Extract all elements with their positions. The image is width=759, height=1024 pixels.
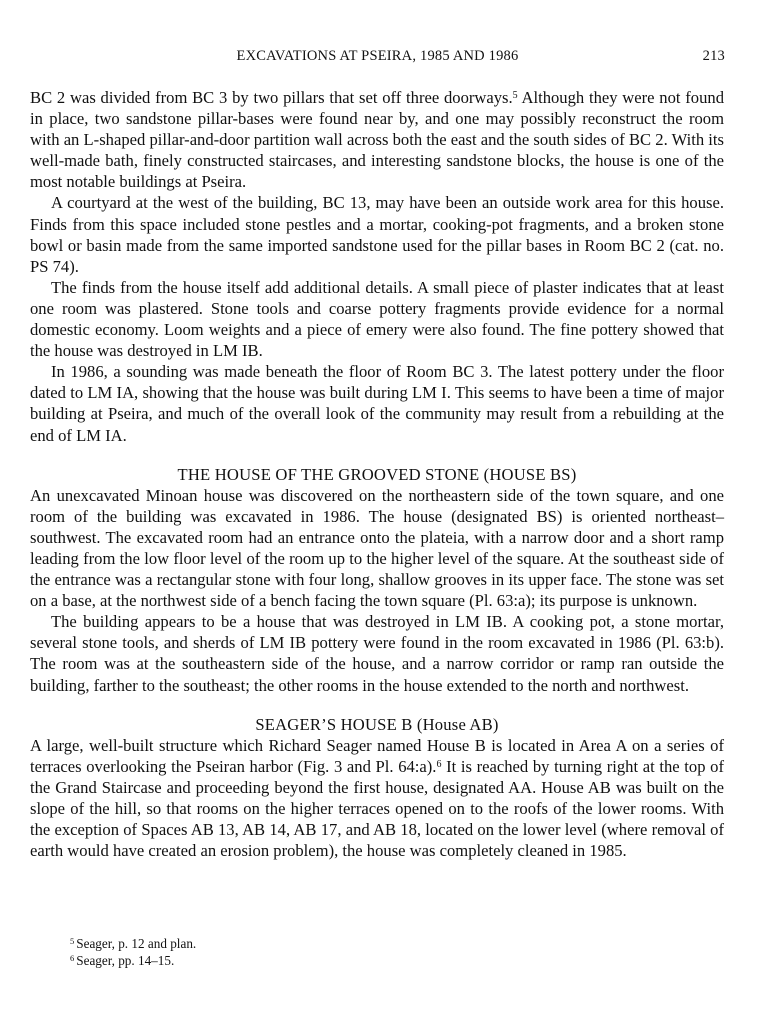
section-heading-house-bs: THE HOUSE OF THE GROOVED STONE (HOUSE BS): [177, 464, 577, 484]
paragraph-finds: The finds from the house itself add additional details. A small piece of plaster indicates that at least one room was plastered. Stone tools and coarse pottery fragments provide evidence for a normal domestic economy. Loom weights and a piece of emery were also found. The fine pottery showed that the house was destroyed in LM IB.: [30, 277, 724, 361]
paragraph-house-bs-intro: An unexcavated Minoan house was discovered on the northeastern side of the town square, and one room of the building was excavated in 1986. The house (designated BS) is oriented northeast–southwest. The excavated room had an entrance onto the plateia, with a narrow door and a short ramp leading from the low floor level of the room up to the higher level of the square. At the southeast side of the entrance was a rectangular stone with four long, shallow grooves in its upper face. The stone was set on a base, at the northwest side of a bench facing the town square (Pl. 63:a); its purpose is unknown.: [30, 485, 724, 611]
paragraph-house-bs-destruction: The building appears to be a house that was destroyed in LM IB. A cooking pot, a stone mortar, several stone tools, and sherds of LM IB pottery were found in the room excavated in 1986 (Pl. 63:b). The room was at the southeastern side of the house, and a narrow corridor or ramp ran outside the building, farther to the southeast; the other rooms in the house extended to the north and northwest.: [30, 612, 724, 695]
paragraph-sounding: In 1986, a sounding was made beneath the floor of Room BC 3. The latest pottery under the floor dated to LM IA, showing that the house was built during LM I. This seems to have been a time of major building at Pseira, and much of the overall look of the community may result from a rebuilding at the end of LM IA.: [30, 362, 724, 445]
page-number: 213: [702, 48, 725, 64]
footnote-number: 6: [70, 953, 75, 963]
footnotes: [70, 935, 196, 969]
paragraph-bc2-pillars: [30, 87, 724, 192]
paragraph-text: A large, well-built structure which Richard Seager named House B is located in Area A on a series of terraces overlooking the Pseiran harbor (Fig. 3 and Pl. 64:a).: [30, 735, 724, 776]
paragraph-text: Although they were not found in place, two sandstone pillar-bases were found near by, and one may possibly reconstruct the room with an L-shaped pillar-and-door partition wall across both the east and the south sides of BC 2. With its well-made bath, finely constructed staircases, and interesting sandstone blocks, the house is one of the most notable buildings at Pseira.: [30, 88, 724, 192]
footnote-6: [70, 952, 196, 969]
footnote-ref-5: 5: [512, 90, 518, 101]
footnote-5: [70, 935, 196, 952]
footnote-text: Seager, pp. 14–15.: [76, 953, 175, 968]
paragraph-house-ab-intro: [30, 735, 724, 862]
footnote-ref-6: 6: [436, 758, 442, 770]
article-body: [30, 87, 724, 861]
paragraph-courtyard: A courtyard at the west of the building, BC 13, may have been an outside work area for this house. Finds from this space included stone pestles and a mortar, cooking-pot fragments, and a broken stone bowl or basin made from the same imported sandstone used for the pillar bases in Room BC 2 (cat. no. PS 74).: [30, 193, 724, 276]
paragraph-text: BC 2 was divided from BC 3 by two pillars that set off three doorways.: [30, 88, 513, 107]
section-heading-house-ab: SEAGER’S HOUSE B (House AB): [255, 714, 499, 734]
footnote-text: Seager, p. 12 and plan.: [76, 936, 197, 951]
footnote-number: 5: [70, 936, 75, 946]
running-head: [30, 48, 725, 70]
running-title: EXCAVATIONS AT PSEIRA, 1985 AND 1986: [236, 48, 519, 64]
paragraph-text: It is reached by turning right at the top of the Grand Staircase and proceeding beyond the first house, designated AA. House AB was built on the slope of the hill, so that rooms on the higher terraces opened on to the roofs of the lower rooms. With the exception of Spaces AB 13, AB 14, AB 17, and AB 18, located on the lower level (where removal of earth would have created an erosion problem), the house was completely cleaned in 1985.: [30, 756, 724, 861]
